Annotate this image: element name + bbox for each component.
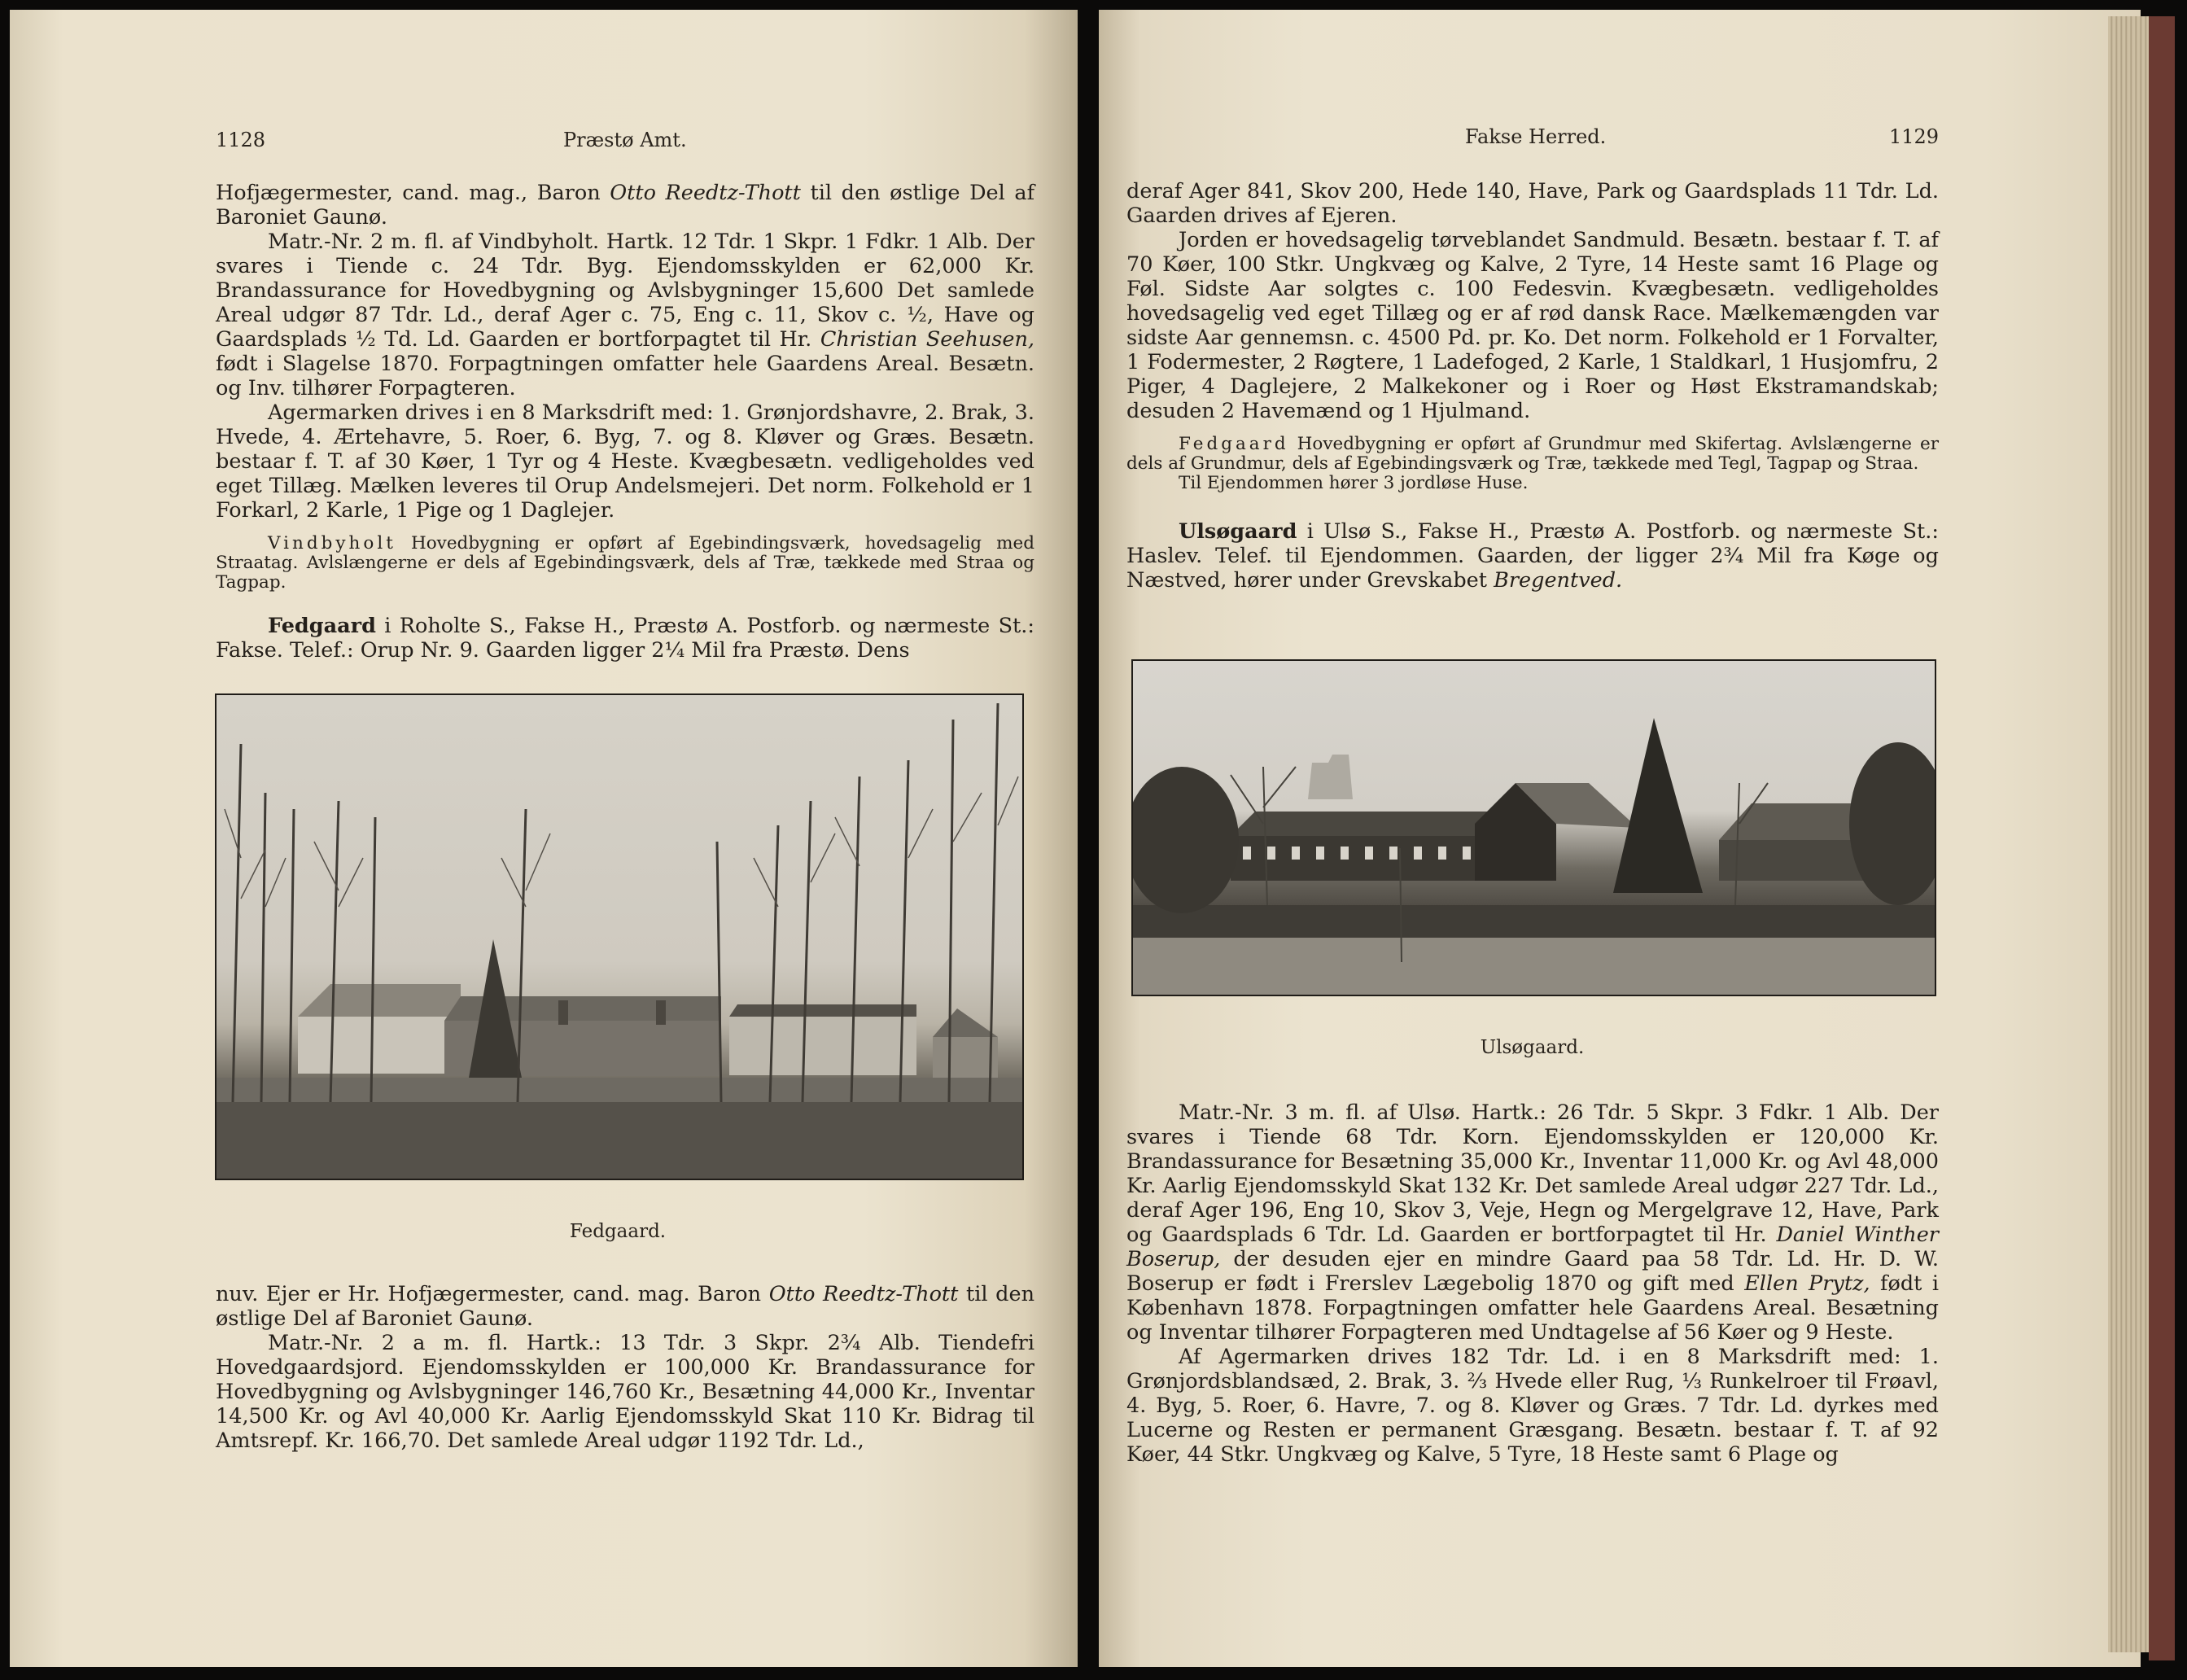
- text-run: i Ulsø S., Fakse H., Præstø A. Postforb. og nærmeste St.: Haslev. Telef. til Ejendommen. Gaarden, der ligger 2¾ Mil fra Køge og Næstved, hører under Grevskabet: [1126, 519, 1939, 593]
- text-run: født i København 1878. Forpagtningen omfatter hele Gaardens Areal. Besætning og Inventar tilhører Forpagteren med Undtagelse af 56 Køer og 9 Heste.: [1126, 1271, 1939, 1345]
- estate-entry-heading: Fedgaard i Roholte S., Fakse H., Præstø A. Postforb. og nærmeste St.: Fakse. Telef.: Orup Nr. 9. Gaarden ligger 2¼ Mil fra Præstø. Dens: [216, 614, 1034, 663]
- running-head: Fakse Herred.: [1465, 125, 1607, 148]
- paragraph: Af Agermarken drives 182 Tdr. Ld. i en 8 Marksdrift med: 1. Grønjordsblandsæd, 2. Brak, 3. ⅔ Hvede eller Rug, ⅓ Runkelroer til Frøavl, 4. Byg, 5. Roer, 6. Havre, 7. og 8. Kløver og Græs. 7 Tdr. Ld. dyrkes med Lucerne og Resten er permanent Græsgang. Besætn. bestaar f. T. af 92 Køer, 44 Stkr. Ungkvæg og Kalve, 5 Tyre, 18 Heste samt 6 Plage og: [1126, 1345, 1939, 1467]
- text-block-top: [216, 181, 1034, 663]
- italic-name: Otto Reedtz-Thott: [768, 1282, 959, 1306]
- text-run: Matr.-Nr. 3 m. fl. af Ulsø. Hartk.: 26 Tdr. 5 Skpr. 3 Fdkr. 1 Alb. Der svares i Tiende 68 Tdr. Korn. Ejendomsskylden er 120,000 Kr. Brandassurance for Besætning 35,000 Kr., Inventar 11,000 Kr. og Avl 48,000 Kr. Aarlig Ejendomsskyld Skat 132 Kr. Det samlede Areal udgør 227 Tdr. Ld., deraf Ager 196, Eng 10, Skov 3, Veje, Hegn og Mergelgrave 12, Have, Park og Gaardsplads 6 Tdr. Ld. Gaarden er bortforpagtet til Hr.: [1126, 1100, 1939, 1247]
- text-block-bottom: [1126, 1100, 1939, 1467]
- italic-name: Ellen Prytz,: [1744, 1271, 1870, 1296]
- photo-caption: Fedgaard.: [569, 1221, 667, 1242]
- paragraph: [216, 1282, 1034, 1331]
- farm-photo-illustration: [217, 695, 1022, 1179]
- paragraph: [216, 181, 1034, 230]
- photo-caption: Ulsøgaard.: [1480, 1037, 1585, 1058]
- text-run: født i Slagelse 1870. Forpagtningen omfatter hele Gaardens Areal. Besætn. og Inv. tilhører Forpagteren.: [216, 352, 1034, 400]
- text-run: nuv. Ejer er Hr. Hofjægermester, cand. mag. Baron: [216, 1282, 769, 1306]
- estate-name: Ulsøgaard: [1179, 519, 1297, 544]
- text-run: Matr.-Nr. 2 m. fl. af Vindbyholt. Hartk. 12 Tdr. 1 Skpr. 1 Fdkr. 1 Alb. Der svares i Tiende c. 24 Tdr. Byg. Ejendomsskylden er 62,000 Kr. Brandassurance for Hovedbygning og Avlsbygninger 15,600 Det samlede Areal udgør 87 Tdr. Ld., deraf Ager c. 75, Eng c. 11, Skov c. ½, Have og Gaardsplads ½ Td. Ld. Gaarden er bortforpagtet til Hr.: [216, 230, 1034, 352]
- estate-name: Vindbyholt: [268, 533, 396, 553]
- paragraph: Jorden er hovedsagelig tørveblandet Sandmuld. Besætn. bestaar f. T. af 70 Køer, 100 Stkr. Ungkvæg og Kalve, 2 Tyre, 14 Heste samt 16 Plage og Føl. Sidste Aar solgtes c. 100 Fedesvin. Kvægbesætn. vedligeholdes hovedsagelig ved eget Tillæg og er af rød dansk Race. Mælkemængden var sidste Aar gennemsn. c. 4500 Pd. pr. Ko. Det norm. Folkehold er 1 Forvalter, 1 Fodermester, 2 Røgtere, 1 Ladefoged, 2 Karle, 1 Staldkarl, 1 Husjomfru, 2 Piger, 4 Daglejere, 2 Malkekoner og i Roer og Høst Ekstramandskab; desuden 2 Havemænd og 1 Hjulmand.: [1126, 228, 1939, 423]
- text-run: Hofjægermester, cand. mag., Baron: [216, 181, 610, 205]
- italic-name: Christian Seehusen,: [820, 327, 1034, 352]
- text-block-top: [1126, 179, 1939, 593]
- text-run: der desuden ejer en mindre Gaard paa 58 Tdr. Ld. Hr. D. W. Boserup er født i Frerslev Lægebolig 1870 og gift med: [1126, 1247, 1939, 1296]
- ulsogaard-photo: [1131, 659, 1936, 996]
- left-page: [10, 10, 1078, 1667]
- estate-name: Fedgaard: [268, 614, 376, 638]
- italic-name: Bregentved.: [1494, 568, 1623, 593]
- paragraph: Agermarken drives i en 8 Marksdrift med: 1. Grønjordshavre, 2. Brak, 3. Hvede, 4. Ærtehavre, 5. Roer, 6. Byg, 7. og 8. Kløver og Græs. Besætn. bestaar f. T. af 30 Køer, 1 Tyr og 4 Heste. Kvægbesætn. vedligeholdes ved eget Tillæg. Mælken leveres til Orup Andelsmejeri. Det norm. Folkehold er 1 Forkarl, 2 Karle, 1 Pige og 1 Daglejer.: [216, 400, 1034, 523]
- text-run: til den østlige Del af Baroniet Gaunø.: [216, 1282, 1035, 1331]
- note-line: Til Ejendommen hører 3 jordløse Huse.: [1179, 473, 1529, 493]
- fedgaard-photo: [215, 693, 1024, 1180]
- right-page: [1099, 10, 2141, 1667]
- paragraph: [1126, 1100, 1939, 1345]
- paragraph: deraf Ager 841, Skov 200, Hede 140, Have, Park og Gaardsplads 11 Tdr. Ld. Gaarden drives af Ejeren.: [1126, 179, 1939, 228]
- page-number: 1128: [216, 129, 266, 151]
- page-number: 1129: [1889, 125, 1940, 148]
- text-block-bottom: [216, 1282, 1034, 1453]
- estate-name: Fedgaard: [1179, 434, 1289, 454]
- italic-name: Otto Reedtz-Thott: [610, 181, 801, 205]
- running-head: Præstø Amt.: [563, 129, 687, 151]
- estate-entry-heading: [1126, 519, 1939, 593]
- italic-name: Daniel Winther Boserup,: [1126, 1223, 1939, 1271]
- building-note: Vindbyholt Hovedbygning er opført af Egebindingsværk, hovedsagelig med Straatag. Avlslængerne er dels af Egebindingsværk, dels af Træ, tækkede med Straa og Tagpap.: [216, 533, 1034, 593]
- farm-photo-illustration: [1133, 661, 1935, 995]
- text-run: til den østlige Del af Baroniet Gaunø.: [216, 181, 1035, 230]
- paragraph: [216, 230, 1034, 400]
- paragraph: Matr.-Nr. 2 a m. fl. Hartk.: 13 Tdr. 3 Skpr. 2¾ Alb. Tiendefri Hovedgaardsjord. Ejendomsskylden er 100,000 Kr. Brandassurance for Hovedbygning og Avlsbygninger 146,760 Kr., Besætning 44,000 Kr., Inventar 14,500 Kr. og Avl 40,000 Kr. Aarlig Ejendomsskyld Skat 110 Kr. Bidrag til Amtsrepf. Kr. 166,70. Det samlede Areal udgør 1192 Tdr. Ld.,: [216, 1331, 1034, 1453]
- book-spine: [2149, 16, 2175, 1660]
- building-note: Fedgaard Hovedbygning er opført af Grundmur med Skifertag. Avlslængerne er dels af Grundmur, dels af Egebindingsværk og Træ, tækkede med Tegl, Tagpap og Straa. Til Ejendommen hører 3 jordløse Huse.: [1126, 434, 1939, 493]
